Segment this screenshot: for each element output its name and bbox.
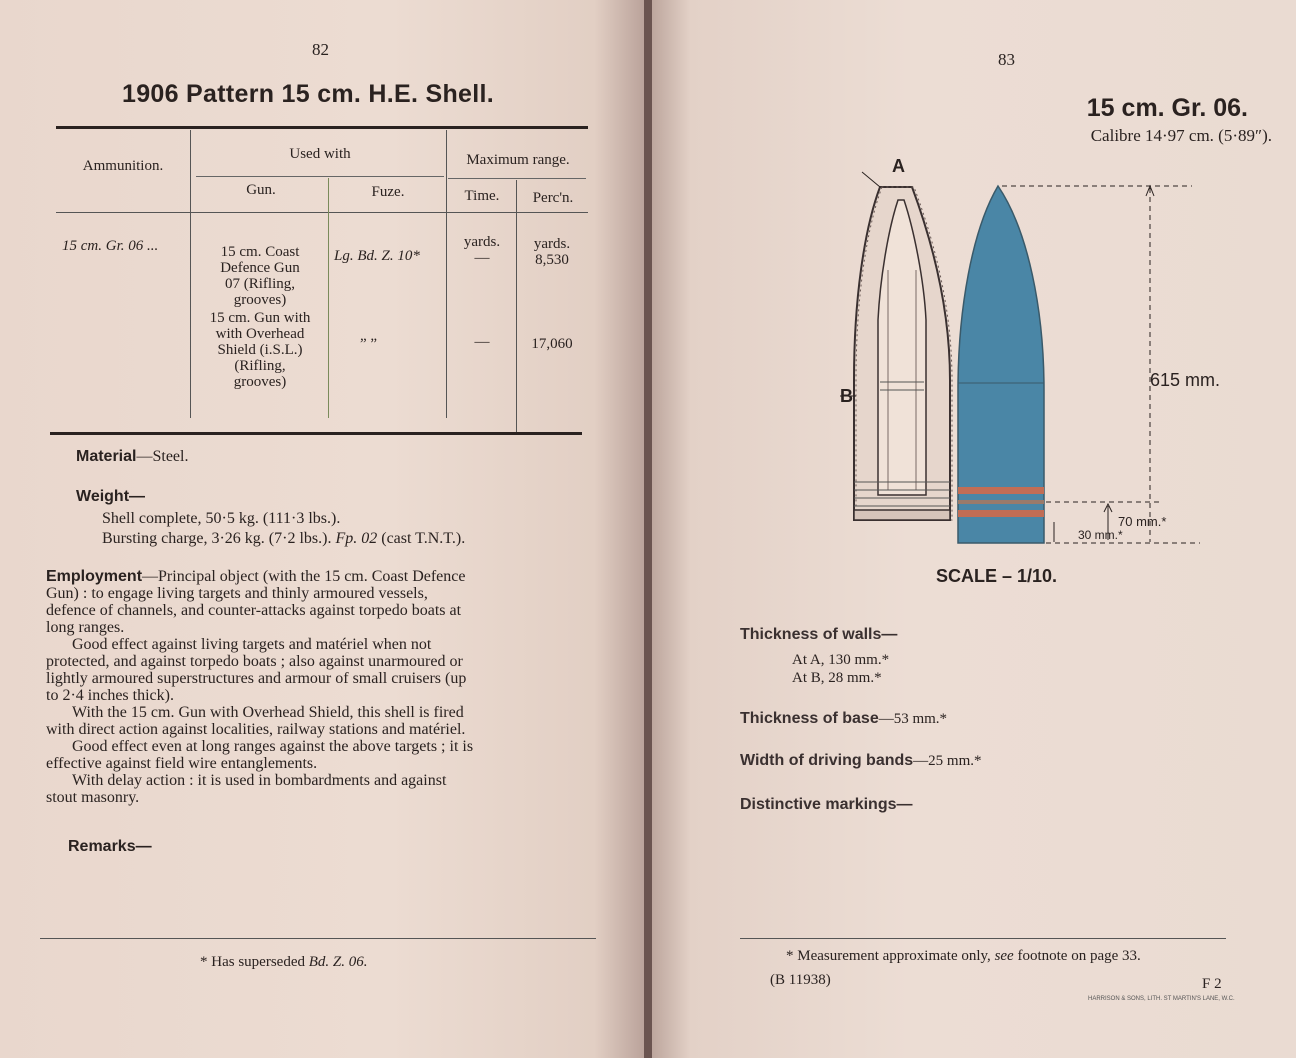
cell-gun-2 <box>196 310 324 390</box>
base-label: Thickness of base <box>740 710 879 727</box>
shell-diagram <box>832 150 1232 550</box>
employment-line: to 2·4 inches thick). <box>46 687 174 704</box>
base-line <box>740 710 947 728</box>
cell-gun-1-line: grooves) <box>233 292 287 308</box>
driving-band <box>958 500 1044 504</box>
bands-line <box>740 752 982 770</box>
table-vline-1 <box>190 130 191 418</box>
footnote-left <box>200 954 368 971</box>
footnote-right <box>786 948 1141 965</box>
employment-line: With the 15 cm. Gun with Overhead Shield, this shell is fired <box>72 704 464 721</box>
table-header-rule <box>56 212 588 213</box>
cell-gun-2-line: with Overhead <box>215 326 305 342</box>
calibre-line: Calibre 14·97 cm. (5·89″). <box>1090 126 1272 145</box>
footnote-right-text: * Measurement approximate only, <box>786 948 995 964</box>
footnote-right-ref: footnote on page 33. <box>1013 948 1141 964</box>
cell-gun-2-line: (Rifling, <box>234 358 286 374</box>
base-value: —53 mm.* <box>878 711 948 727</box>
weight-label: Weight— <box>76 488 146 505</box>
employment-section <box>46 568 578 806</box>
th-perc: Perc'n. <box>532 190 574 206</box>
page-number-left: 82 <box>312 40 329 59</box>
employment-label: Employment <box>46 568 143 585</box>
cell-time-value: — <box>474 250 490 266</box>
employment-line: with direct action against localities, railway stations and matériel. <box>46 721 466 738</box>
walls-a: At A, 130 mm.* <box>792 652 890 668</box>
cell-perc-unit: yards. <box>533 236 571 252</box>
th-used-with: Used with <box>289 146 351 162</box>
employment-line: lightly armoured superstructures and armour of small cruisers (up <box>46 670 467 687</box>
footnote-left-text: * Has superseded <box>200 954 309 970</box>
employment-line: long ranges. <box>46 619 125 636</box>
table-subrule-used <box>196 176 444 177</box>
footnote-rule-right <box>740 938 1226 939</box>
cell-gun-1-line: Defence Gun <box>220 260 300 276</box>
footnote-rule-left <box>40 938 596 939</box>
table-vline-2 <box>328 178 329 418</box>
cell-time-unit: yards. <box>463 234 501 250</box>
employment-line: Good effect even at long ranges against the above targets ; it is <box>72 738 474 755</box>
table-vline-3 <box>446 130 447 418</box>
length-dimension: 615 mm. <box>1150 370 1221 390</box>
bands-label: Width of driving bands <box>740 752 914 769</box>
weight-bursting <box>102 530 465 547</box>
cell-gun-1-line: 15 cm. Coast <box>220 244 300 260</box>
cell-gun-2-line: Shield (i.S.L.) <box>217 342 303 358</box>
table-bottom-rule <box>50 432 582 435</box>
employment-line: effective against field wire entanglements. <box>46 755 318 772</box>
label-a: A <box>892 156 905 176</box>
left-page <box>0 0 646 1058</box>
weight-explosive: Fp. 02 <box>335 530 378 547</box>
scale-label: SCALE – 1/10. <box>936 566 1058 586</box>
cell-gun-1-line: 07 (Rifling, <box>225 276 295 292</box>
cell-fuze-1: Lg. Bd. Z. 10* <box>334 248 420 264</box>
markings-label: Distinctive markings— <box>740 796 913 813</box>
page-title-right: 15 cm. Gr. 06. <box>1086 94 1248 122</box>
cell-ammunition: 15 cm. Gr. 06 ... <box>62 238 159 254</box>
th-gun: Gun. <box>246 182 276 198</box>
employment-line: With delay action : it is used in bombardments and against <box>72 772 447 789</box>
weight-bursting-text: Bursting charge, 3·26 kg. (7·2 lbs.). <box>102 530 336 547</box>
label-b: B <box>840 386 853 406</box>
employment-line: protected, and against torpedo boats ; also against unarmoured or <box>46 653 463 670</box>
cell-time-1 <box>450 234 514 266</box>
footnote-right-see: see <box>994 948 1014 964</box>
cell-gun-1 <box>198 244 322 308</box>
table-top-rule <box>56 126 588 129</box>
employment-line: Gun) : to engage living targets and thinly armoured vessels, <box>46 585 428 602</box>
driving-band <box>958 487 1044 494</box>
remarks-label: Remarks— <box>68 838 152 855</box>
material-value: —Steel. <box>136 448 189 465</box>
employment-line: Good effect against living targets and matériel when not <box>72 636 432 653</box>
shell-exterior-view <box>958 186 1044 543</box>
weight-shell: Shell complete, 50·5 kg. (111·3 lbs.). <box>102 510 341 527</box>
employment-text: —Principal object (with the 15 cm. Coast Defence <box>142 568 466 585</box>
signature-mark: F 2 <box>1202 976 1222 992</box>
page-number-right: 83 <box>998 50 1015 69</box>
employment-line: defence of channels, and counter-attacks against torpedo boats at <box>46 602 462 619</box>
cell-gun-2-line: grooves) <box>233 374 287 390</box>
footnote-left-fuze: Bd. Z. 06. <box>308 954 368 970</box>
th-fuze: Fuze. <box>371 184 405 200</box>
th-max-range: Maximum range. <box>466 152 570 168</box>
printer-imprint: HARRISON & SONS, LITH. ST MARTIN'S LANE, W.C. <box>1088 996 1235 1002</box>
driving-band <box>958 510 1044 517</box>
employment-line <box>46 568 578 585</box>
weight-explosive-desc: (cast T.N.T.). <box>377 530 466 547</box>
cell-fuze-2: ” ” <box>360 336 378 352</box>
ref-code: (B 11938) <box>770 972 831 988</box>
employment-line: stout masonry. <box>46 789 140 806</box>
right-page <box>652 0 1296 1058</box>
base-dimension: 30 mm.* <box>1078 528 1123 542</box>
cell-time-2: — <box>474 334 490 350</box>
shell-section-view <box>854 187 952 520</box>
table-subrule-range <box>448 178 586 179</box>
cell-perc-1 <box>518 236 586 268</box>
th-ammunition: Ammunition. <box>82 158 164 174</box>
th-time: Time. <box>464 188 500 204</box>
cell-perc-value: 8,530 <box>535 252 569 268</box>
walls-b: At B, 28 mm.* <box>792 670 882 686</box>
page-title-left: 1906 Pattern 15 cm. H.E. Shell. <box>122 80 494 108</box>
band-dimension: 70 mm.* <box>1118 514 1167 529</box>
cell-perc-2: 17,060 <box>531 336 573 352</box>
bands-value: —25 mm.* <box>913 753 982 769</box>
walls-label: Thickness of walls— <box>740 626 898 643</box>
material-label: Material <box>76 448 137 465</box>
table-vline-4 <box>516 180 517 432</box>
cell-gun-2-line: 15 cm. Gun with <box>209 310 311 326</box>
material-line <box>76 448 188 465</box>
